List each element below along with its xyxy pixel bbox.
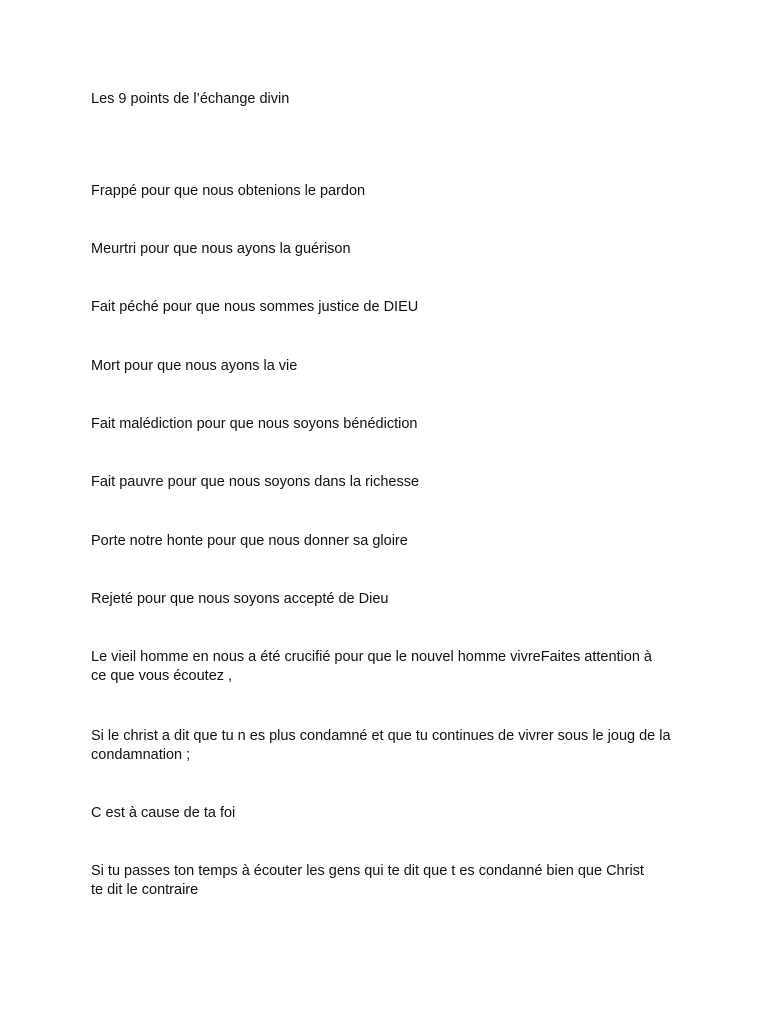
paragraph-4: Mort pour que nous ayons la vie <box>91 358 298 374</box>
paragraph-6: Fait pauvre pour que nous soyons dans la richesse <box>91 474 420 490</box>
paragraph-11: C est à cause de ta foi <box>91 805 236 821</box>
paragraph-8: Rejeté pour que nous soyons accepté de Dieu <box>91 591 389 607</box>
paragraph-10: Si le christ a dit que tu n es plus condamné et que tu continues de vivrer sous le joug de la condamnation ; <box>91 728 671 763</box>
paragraph-9: Le vieil homme en nous a été crucifié pour que le nouvel homme vivreFaites attention à ce que vous écoutez , <box>91 649 652 684</box>
paragraph-3: Fait péché pour que nous sommes justice de DIEU <box>91 299 419 315</box>
paragraph-12: Si tu passes ton temps à écouter les gens qui te dit que t es condanné bien que Christ te dit le contraire <box>91 863 644 898</box>
paragraph-5: Fait malédiction pour que nous soyons bénédiction <box>91 416 418 432</box>
paragraph-7: Porte notre honte pour que nous donner sa gloire <box>91 533 408 549</box>
paragraph-1: Frappé pour que nous obtenions le pardon <box>91 183 366 199</box>
paragraph-2: Meurtri pour que nous ayons la guérison <box>91 241 351 257</box>
document-title: Les 9 points de l’échange divin <box>91 91 290 107</box>
